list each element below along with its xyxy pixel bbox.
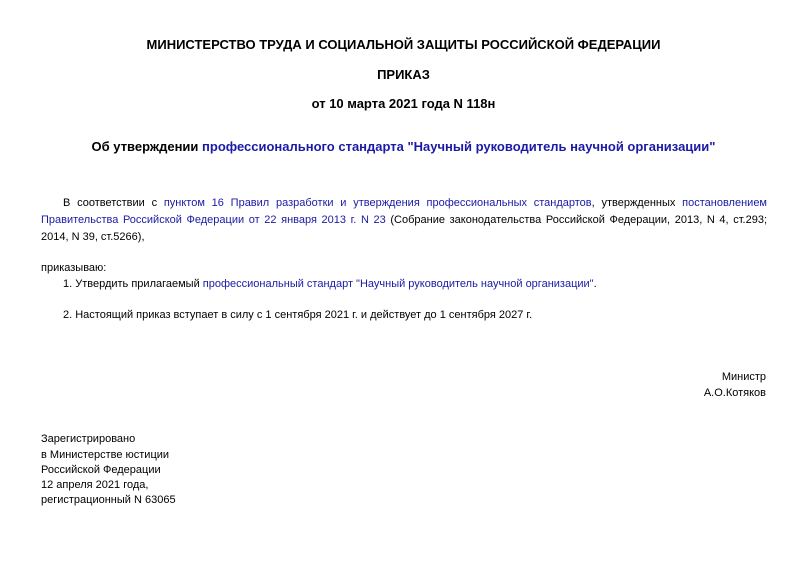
rules-point-16-link[interactable]: пунктом 16 Правил разработки и утверждения профессиональных стандартов — [163, 197, 592, 209]
doc-type-heading: ПРИКАЗ — [377, 67, 430, 82]
order-item-2: 2. Настоящий приказ вступает в силу с 1 сентября 2021 г. и действует до 1 сентября 2027 г. — [63, 309, 533, 321]
registration-line-2: в Министерстве юстиции — [41, 449, 170, 461]
item1-text-1: 1. Утвердить прилагаемый — [63, 278, 203, 290]
title-prefix: Об утверждении — [91, 139, 203, 154]
registration-line-5: регистрационный N 63065 — [41, 494, 176, 506]
preamble-text-3: (Собрание законодательства Российской Федерации, 2013, N 4, ст.293; 2014, N 39, ст.5266), — [41, 214, 768, 243]
government-decree-link[interactable]: постановлением Правительства Российской Федерации от 22 января 2013 г. N 23 — [41, 197, 767, 226]
title-standard-link[interactable]: профессионального стандарта "Научный руководитель научной организации" — [202, 139, 716, 154]
preamble-paragraph — [41, 195, 767, 246]
registration-line-1: Зарегистрировано — [41, 433, 136, 445]
preamble-text-2: , утвержденных — [591, 197, 683, 209]
order-item-1 — [63, 278, 597, 290]
signature-position: Министр — [721, 371, 766, 383]
document-title — [0, 139, 807, 154]
item1-standard-link[interactable]: профессиональный стандарт "Научный руководитель научной организации" — [202, 278, 594, 290]
item1-text-2: . — [593, 278, 597, 290]
preamble-text-1: В соответствии с — [63, 197, 164, 209]
signature-name: А.О.Котяков — [703, 387, 766, 399]
registration-line-3: Российской Федерации — [41, 464, 161, 476]
registration-line-4: 12 апреля 2021 года, — [41, 479, 149, 491]
ministry-heading: МИНИСТЕРСТВО ТРУДА И СОЦИАЛЬНОЙ ЗАЩИТЫ РОССИЙСКОЙ ФЕДЕРАЦИИ — [146, 37, 661, 52]
order-word: приказываю: — [41, 262, 107, 274]
date-number-heading: от 10 марта 2021 года N 118н — [311, 96, 496, 111]
